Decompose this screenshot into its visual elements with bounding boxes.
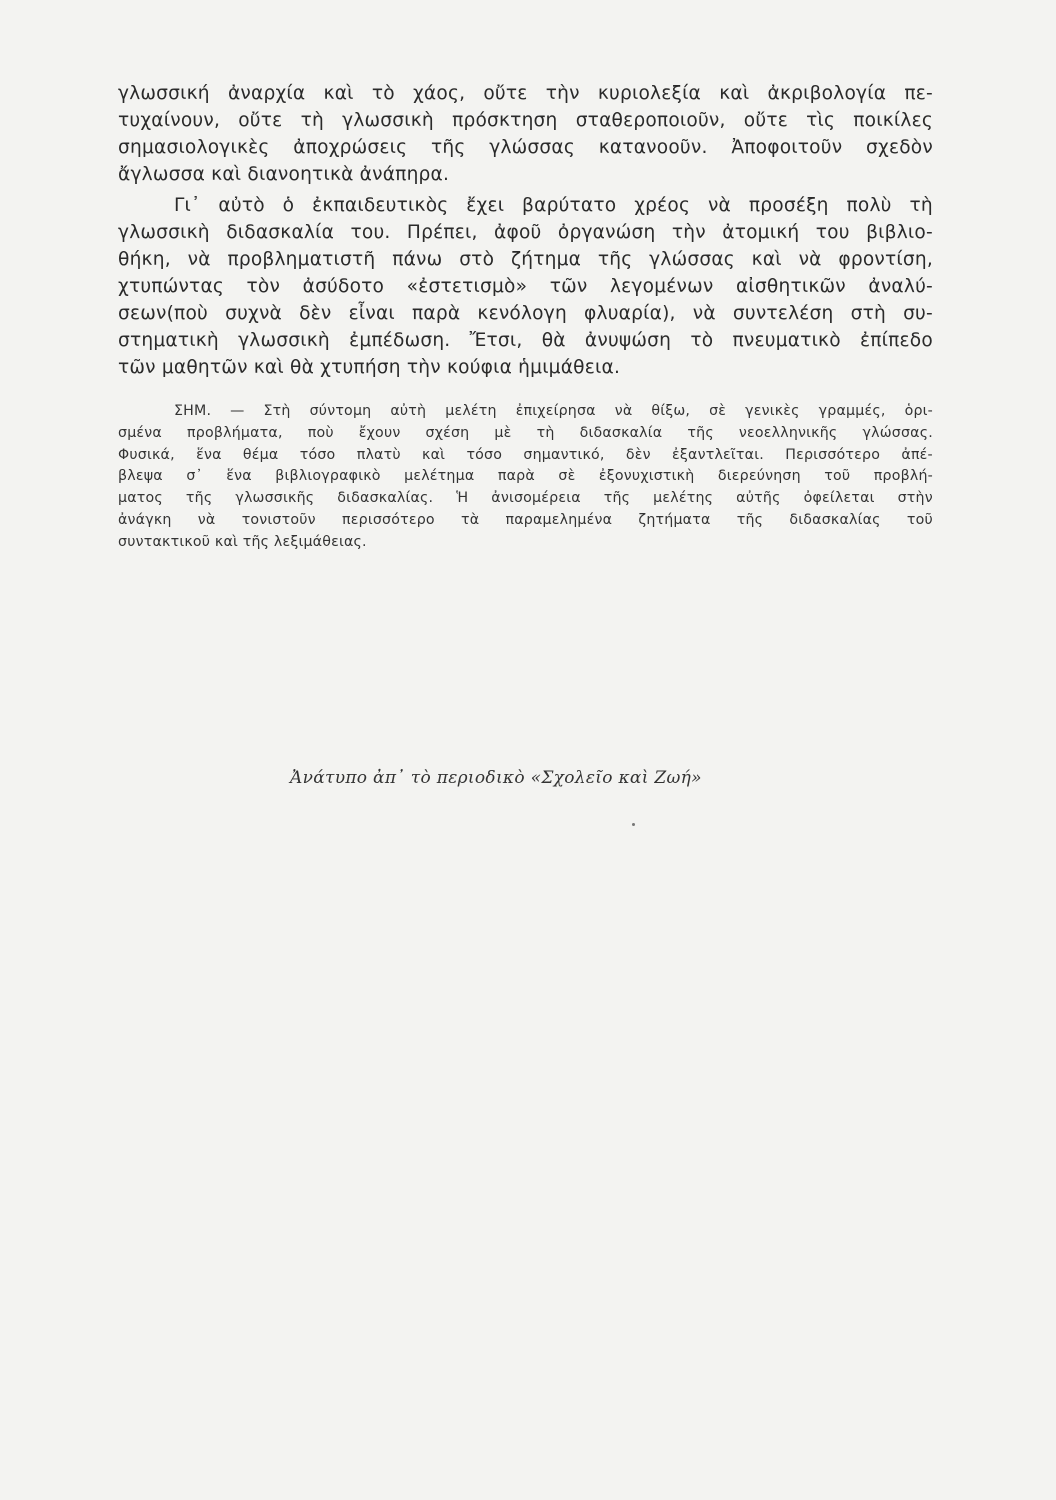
note-line: ματος τῆς γλωσσικῆς διδασκαλίας. Ἡ ἀνισομέρεια τῆς μελέτης αὐτῆς ὀφείλεται στὴν xyxy=(118,490,933,507)
reprint-caption: Ἀνάτυπο ἀπ᾿ τὸ περιοδικὸ «Σχολεῖο καὶ Ζωή» xyxy=(290,768,702,788)
note-line: συντακτικοῦ καὶ τῆς λεξιμάθειας. xyxy=(118,533,367,550)
paper-speck xyxy=(632,823,635,826)
text-line: ἄγλωσσα καὶ διανοητικὰ ἀνάπηρα. xyxy=(118,164,450,185)
text-line: τῶν μαθητῶν καὶ θὰ χτυπήση τὴν κούφια ἡμιμάθεια. xyxy=(118,357,621,378)
note-line: βλεψα σ᾿ ἕνα βιβλιογραφικὸ μελέτημα παρὰ σὲ ἐξονυχιστικὴ διερεύνηση τοῦ προβλή- xyxy=(118,468,933,485)
text-line: σεων(ποὺ συχνὰ δὲν εἶναι παρὰ κενόλογη φλυαρία), νὰ συντελέση στὴ συ- xyxy=(118,303,933,324)
text-line: στηματικὴ γλωσσικὴ ἐμπέδωση. Ἔτσι, θὰ ἀνυψώση τὸ πνευματικὸ ἐπίπεδο xyxy=(118,330,933,351)
note-line: ΣΗΜ. — Στὴ σύντομη αὐτὴ μελέτη ἐπιχείρησα νὰ θίξω, σὲ γενικὲς γραμμές, ὁρι- xyxy=(174,403,933,419)
author-note xyxy=(118,401,933,554)
paragraph-2 xyxy=(118,192,933,381)
note-line: σμένα προβλήματα, ποὺ ἔχουν σχέση μὲ τὴ διδασκαλία τῆς νεοελληνικῆς γλώσσας. xyxy=(118,424,933,441)
text-line: τυχαίνουν, οὔτε τὴ γλωσσικὴ πρόσκτηση σταθεροποιοῦν, οὔτε τὶς ποικίλες xyxy=(118,110,933,131)
text-line: γλωσσική ἀναρχία καὶ τὸ χάος, οὔτε τὴν κυριολεξία καὶ ἀκριβολογία πε- xyxy=(118,83,933,104)
text-line: θήκη, νὰ προβληματιστῆ πάνω στὸ ζήτημα τῆς γλώσσας καὶ νὰ φροντίση, xyxy=(118,249,933,270)
text-line: σημασιολογικὲς ἀποχρώσεις τῆς γλώσσας κατανοοῦν. Ἀποφοιτοῦν σχεδὸν xyxy=(118,137,933,158)
text-line: χτυπώντας τὸν ἀσύδοτο «ἐστετισμὸ» τῶν λεγομένων αἰσθητικῶν ἀναλύ- xyxy=(118,276,933,297)
text-line: γλωσσικὴ διδασκαλία του. Πρέπει, ἀφοῦ ὀργανώση τὴν ἀτομική του βιβλιο- xyxy=(118,222,933,243)
document-text xyxy=(118,80,933,554)
note-line: ἀνάγκη νὰ τονιστοῦν περισσότερο τὰ παραμελημένα ζητήματα τῆς διδασκαλίας τοῦ xyxy=(118,511,933,528)
text-line: Γι᾿ αὐτὸ ὁ ἐκπαιδευτικὸς ἔχει βαρύτατο χρέος νὰ προσέξη πολὺ τὴ xyxy=(174,195,933,216)
paragraph-1 xyxy=(118,80,933,188)
note-line: Φυσικά, ἕνα θέμα τόσο πλατὺ καὶ τόσο σημαντικό, δὲν ἐξαντλεῖται. Περισσότερο ἀπέ- xyxy=(118,446,933,463)
